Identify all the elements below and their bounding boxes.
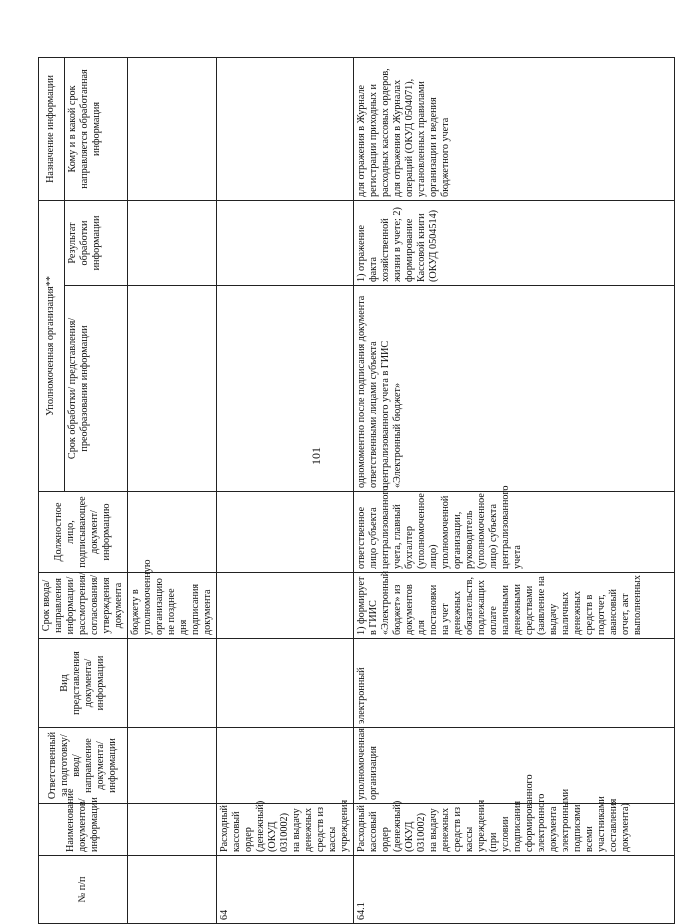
header-responsible: Ответственный за подготовку/ ввод/ направление документа/ информации [39,728,128,804]
cell-processing-result: 1) отражение факта хозяйственной жизни в учете; 2) формирование Кассовой книги (ОКУД 0504514) [354,200,675,285]
header-processing-result: Результат обработки информации [64,200,127,285]
cell-purpose [128,57,217,200]
cell-doc-form: электронный [354,639,675,728]
cell-official [217,492,354,573]
cell-responsible [128,728,217,804]
header-authorized-org: Уполномоченная организация** [39,200,65,491]
cell-official: ответственное лицо субъекта централизованного учета, главный бухгалтер (уполномоченное лицо) уполномоченной организации, руководитель (уполномоченное лицо) субъекта централизованного учета [354,492,675,573]
table-row [354,57,675,923]
header-recipient: Кому и в какой срок направляется обработанная информация [64,57,127,200]
cell-doc-form [217,639,354,728]
cell-doc-name [128,804,217,856]
page-number: 101 [309,447,323,465]
cell-num: 64 [217,856,354,924]
cell-processing-result [217,200,354,285]
cell-deadline: бюджету в уполномоченную организацию не позднее дня подписания документа [128,573,217,639]
table-row [128,57,217,923]
cell-deadline [217,573,354,639]
cell-processing-deadline [128,286,217,492]
header-processing-deadline: Срок обработки/ представления/ преобразования информации [64,286,127,492]
table-row [217,57,354,923]
cell-num [128,856,217,924]
document-table-rotated [38,58,643,924]
cell-purpose [217,57,354,200]
cell-official [128,492,217,573]
header-doc-name: Наименование документов/информации [39,804,128,856]
cell-num: 64.1 [354,856,675,924]
header-official: Должностное лицо, подписывающее документ/ информацию [39,492,128,573]
cell-responsible [217,728,354,804]
header-num: № п/п [39,856,128,924]
cell-processing-deadline: одномоментно после подписания документа ответственными лицами субъекта централизованного учета в ГИИС «Электронный бюджет» [354,286,675,492]
cell-processing-result [128,200,217,285]
document-table [38,57,675,924]
cell-responsible: уполномоченная организация [354,728,675,804]
cell-purpose: для отражения в Журнале регистрации приходных и расходных кассовых ордеров, для отражения в Журналах операций (ОКУД 0504071), установленных правилами организации и ведения бюджетного учета [354,57,675,200]
header-doc-form: Вид представления документа/ информации [39,639,128,728]
cell-doc-name: Расходный кассовый ордер (денежный) (ОКУД 0310002) на выдачу денежных средств из кассы учреждения (при условии подписания сформированного электронного документа электронными подписями всеми участниками составления документа) [354,804,675,856]
cell-deadline: 1) формирует в ГИИС «Электронный бюджет» из документов для постановки на учет денежных обязательств, подлежащих оплате наличными денежными средствами (заявление на выдачу наличных денежных средств в подотчет, авансовый отчет, акт выполненных [354,573,675,639]
cell-doc-name: Расходный кассовый ордер (денежный) (ОКУД 0310002) на выдачу денежных средств из кассы учреждения [217,804,354,856]
header-deadline: Срок ввода/ направления информации/ рассмотрения/ согласования/ утверждения документа [39,573,128,639]
header-purpose: Назначение информации [39,57,65,200]
cell-doc-form [128,639,217,728]
cell-processing-deadline [217,286,354,492]
